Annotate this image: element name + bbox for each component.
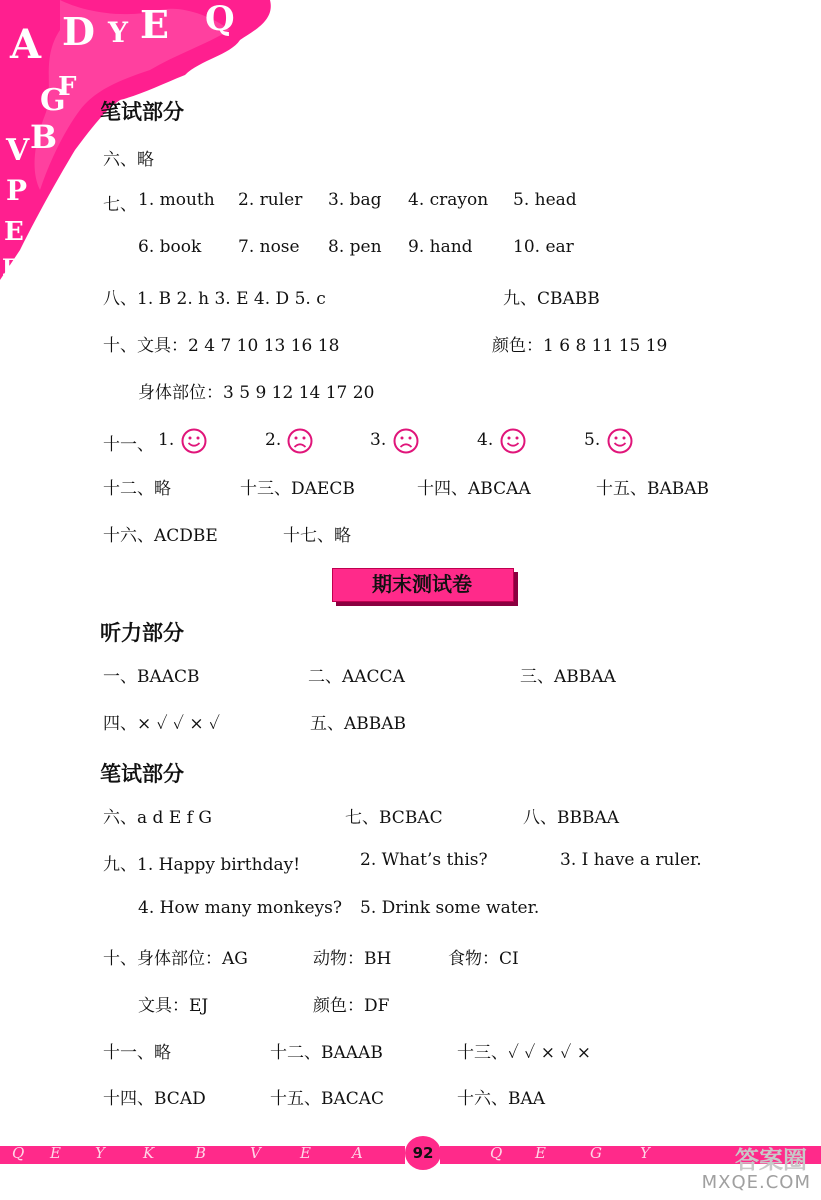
answer-w9-2: 2. What’s this? bbox=[360, 850, 488, 870]
answer-q10-stationery: 十、文具：2 4 7 10 13 16 18 bbox=[103, 336, 340, 356]
corner-letter: Y bbox=[108, 16, 128, 49]
answer-w11: 十一、略 bbox=[103, 1043, 171, 1063]
answer-w15: 十五、BACAC bbox=[270, 1089, 385, 1109]
corner-letter: E bbox=[4, 217, 24, 247]
answer-w9-5: 5. Drink some water. bbox=[360, 898, 540, 918]
footer-letter: E bbox=[535, 1144, 546, 1162]
section-heading-written-1: 笔试部分 bbox=[100, 100, 184, 124]
corner-letter: A bbox=[10, 21, 42, 68]
footer-letter: Y bbox=[95, 1144, 105, 1162]
footer-letter: V bbox=[250, 1144, 261, 1162]
q7-item: 4. crayon bbox=[408, 190, 489, 210]
q7-item: 7. nose bbox=[238, 237, 300, 257]
answer-w8: 八、BBBAA bbox=[523, 808, 620, 828]
q7-item: 1. mouth bbox=[138, 190, 215, 210]
q11-label: 1. bbox=[158, 430, 175, 450]
answer-w6: 六、a d E f G bbox=[103, 808, 212, 828]
footer-letter: G bbox=[590, 1144, 602, 1162]
footer-letter: Y bbox=[640, 1144, 650, 1162]
footer-letter: E bbox=[50, 1144, 61, 1162]
section-banner bbox=[332, 568, 516, 604]
frown-face-icon bbox=[393, 428, 417, 452]
smile-face-icon bbox=[500, 428, 524, 452]
q7-item: 6. book bbox=[138, 237, 202, 257]
q7-item: 2. ruler bbox=[238, 190, 303, 210]
footer-letter: K bbox=[143, 1144, 155, 1162]
answer-l4: 四、× ✓ ✓ × ✓ bbox=[103, 714, 220, 734]
footer-letter: Q bbox=[12, 1144, 25, 1162]
answer-w10-body: 十、身体部位：AG bbox=[103, 949, 248, 969]
q7-item: 9. hand bbox=[408, 237, 473, 257]
footer-letter: A bbox=[352, 1144, 363, 1162]
answer-w9-1: 九、1. Happy birthday! bbox=[103, 855, 301, 875]
answer-q9: 九、CBABB bbox=[503, 289, 600, 309]
watermark-url: MXQE.COM bbox=[701, 1172, 811, 1193]
answer-q8: 八、1. B 2. h 3. E 4. D 5. c bbox=[103, 289, 326, 309]
corner-letter: E bbox=[140, 2, 169, 47]
section-heading-written-2: 笔试部分 bbox=[100, 762, 184, 786]
answer-w12: 十二、BAAAB bbox=[270, 1043, 383, 1063]
answer-q10-color: 颜色：1 6 8 11 15 19 bbox=[492, 336, 668, 356]
corner-letter: F bbox=[58, 72, 77, 102]
page-number: 92 bbox=[405, 1136, 441, 1170]
footer-letter: B bbox=[195, 1144, 207, 1162]
banner-title: 期末测试卷 bbox=[372, 572, 472, 596]
corner-letter: G bbox=[40, 83, 66, 118]
frown-face-icon bbox=[287, 428, 311, 452]
q11-label: 3. bbox=[370, 430, 387, 450]
answer-w16: 十六、BAA bbox=[457, 1089, 546, 1109]
corner-letter: V bbox=[6, 133, 30, 168]
q7-item: 8. pen bbox=[328, 237, 382, 257]
answer-q15: 十五、BABAB bbox=[596, 479, 710, 499]
answer-q6: 六、略 bbox=[103, 150, 154, 170]
smile-face-icon bbox=[607, 428, 631, 452]
answer-l3: 三、ABBAA bbox=[520, 667, 616, 687]
answer-l1: 一、BAACB bbox=[103, 667, 200, 687]
corner-letter: B bbox=[30, 118, 58, 156]
q11-label: 2. bbox=[265, 430, 282, 450]
q7-item: 5. head bbox=[513, 190, 577, 210]
answer-w9-4: 4. How many monkeys? bbox=[138, 898, 342, 918]
corner-letter: P bbox=[6, 174, 28, 207]
answer-q14: 十四、ABCAA bbox=[417, 479, 531, 499]
answer-w9-3: 3. I have a ruler. bbox=[560, 850, 702, 870]
corner-letter: Q bbox=[205, 0, 235, 39]
answer-w10-color: 颜色：DF bbox=[313, 996, 390, 1016]
answer-w14: 十四、BCAD bbox=[103, 1089, 206, 1109]
q7-item: 10. ear bbox=[513, 237, 574, 257]
footer-letter: Q bbox=[490, 1144, 503, 1162]
answer-q16: 十六、ACDBE bbox=[103, 526, 218, 546]
corner-letter: D bbox=[62, 9, 95, 54]
answer-q11-prefix: 十一、 bbox=[103, 435, 154, 455]
answer-w7: 七、BCBAC bbox=[345, 808, 443, 828]
answer-w10-animal: 动物：BH bbox=[313, 949, 392, 969]
q11-label: 4. bbox=[477, 430, 494, 450]
answer-w13: 十三、✓ ✓ × ✓ × bbox=[457, 1043, 591, 1063]
answer-l2: 二、AACCA bbox=[308, 667, 405, 687]
answer-q17: 十七、略 bbox=[283, 526, 351, 546]
answer-q13: 十三、DAECB bbox=[240, 479, 355, 499]
answer-w10-food: 食物：CI bbox=[448, 949, 519, 969]
section-heading-listening: 听力部分 bbox=[100, 621, 184, 645]
answer-q10-body: 身体部位：3 5 9 12 14 17 20 bbox=[138, 383, 375, 403]
answer-l5: 五、ABBAB bbox=[310, 714, 407, 734]
answer-w10-stationery: 文具：EJ bbox=[138, 996, 209, 1016]
footer-letter: E bbox=[300, 1144, 311, 1162]
q11-label: 5. bbox=[584, 430, 601, 450]
q7-prefix: 七、 bbox=[103, 195, 137, 215]
answer-q12: 十二、略 bbox=[103, 479, 171, 499]
q7-item: 3. bag bbox=[328, 190, 382, 210]
smile-face-icon bbox=[181, 428, 205, 452]
watermark-logo: 答案圈 bbox=[735, 1146, 807, 1174]
corner-letter: E bbox=[2, 255, 19, 281]
